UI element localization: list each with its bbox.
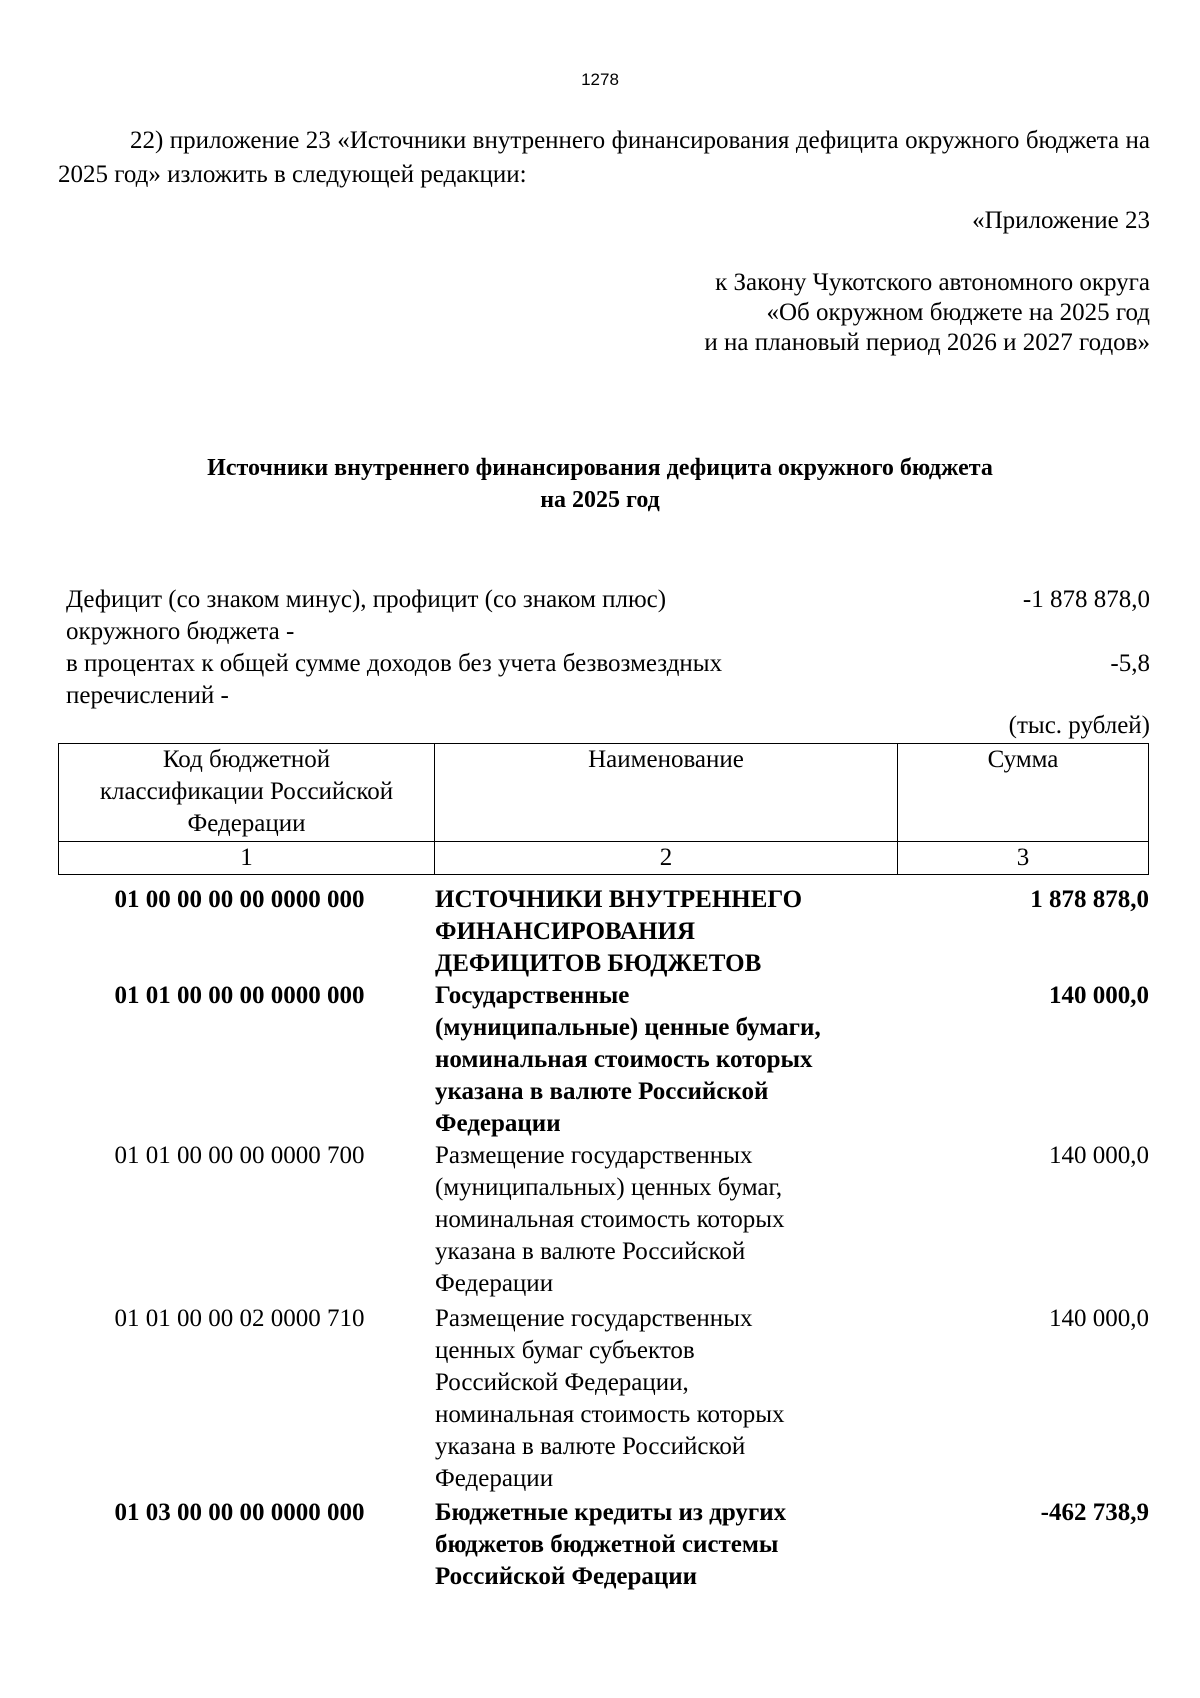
row-amount: 1 878 878,0 [1030, 886, 1149, 913]
table-header [58, 743, 1149, 875]
row-name [435, 1140, 865, 1300]
header-code-line: Федерации [187, 810, 306, 837]
unit-label: (тыс. рублей) [1008, 712, 1150, 739]
row-name-line: Государственные [435, 982, 630, 1009]
row-amount: -462 738,9 [1040, 1499, 1149, 1526]
row-name-line: ФИНАНСИРОВАНИЯ [435, 918, 696, 945]
header-code [59, 744, 435, 842]
row-name-line: Размещение государственных [435, 1305, 753, 1332]
row-name-line: Федерации [435, 1270, 554, 1297]
row-name-line: номинальная стоимость которых [435, 1046, 813, 1073]
column-number: 2 [435, 842, 898, 875]
document-title [0, 452, 1200, 516]
row-name-line: ценных бумаг субъектов [435, 1337, 695, 1364]
row-name-line: указана в валюте Российской [435, 1433, 746, 1460]
row-name-line: номинальная стоимость которых [435, 1206, 785, 1233]
summary-value: -1 878 878,0 [1022, 586, 1150, 613]
row-code: 01 01 00 00 00 0000 000 [114, 982, 365, 1009]
row-name [435, 1303, 865, 1495]
appendix-line: к Закону Чукотского автономного округа [715, 269, 1150, 296]
row-name-line: ДЕФИЦИТОВ БЮДЖЕТОВ [435, 950, 762, 977]
row-name-line: номинальная стоимость которых [435, 1401, 785, 1428]
intro-paragraph: 22) приложение 23 «Источники внутреннего финансирования дефицита окружного бюджета на 2025 год» изложить в следующей редакции: [58, 127, 1150, 188]
summary-label-line: окружного бюджета - [66, 618, 295, 645]
row-name-line: Российской Федерации [435, 1563, 698, 1590]
title-line: на 2025 год [540, 487, 660, 513]
row-name-line: Бюджетные кредиты из других [435, 1499, 787, 1526]
column-number: 1 [59, 842, 435, 875]
summary-label [66, 648, 722, 712]
header-amount: Сумма [898, 744, 1149, 842]
row-amount: 140 000,0 [1049, 1142, 1149, 1169]
title-line: Источники внутреннего финансирования дефицита окружного бюджета [207, 455, 993, 481]
row-code: 01 03 00 00 00 0000 000 [114, 1499, 365, 1526]
page-number: 1278 [581, 70, 619, 89]
row-name-line: Федерации [435, 1465, 554, 1492]
row-name-line: бюджетов бюджетной системы [435, 1531, 779, 1558]
header-code-line: классификации Российской [99, 778, 394, 805]
row-code: 01 01 00 00 02 0000 710 [114, 1305, 365, 1332]
summary-label [66, 584, 666, 648]
appendix-line: и на плановый период 2026 и 2027 годов» [704, 329, 1150, 356]
summary-value: -5,8 [1110, 650, 1150, 677]
row-amount: 140 000,0 [1049, 982, 1149, 1009]
row-name-line: Российской Федерации, [435, 1369, 689, 1396]
row-name-line: указана в валюте Российской [435, 1238, 746, 1265]
row-name-line: указана в валюте Российской [435, 1078, 769, 1105]
row-name-line: (муниципальных) ценных бумаг, [435, 1174, 783, 1201]
row-name [435, 884, 865, 980]
column-number: 3 [898, 842, 1149, 875]
appendix-label: «Приложение 23 [972, 207, 1150, 234]
appendix-line: «Об окружном бюджете на 2025 год [766, 299, 1150, 326]
row-name [435, 1497, 865, 1593]
row-code: 01 00 00 00 00 0000 000 [114, 886, 365, 913]
summary-label-line: Дефицит (со знаком минус), профицит (со знаком плюс) [66, 586, 667, 613]
header-code-line: Код бюджетной [162, 746, 331, 773]
row-name-line: ИСТОЧНИКИ ВНУТРЕННЕГО [435, 886, 803, 913]
summary-label-line: в процентах к общей сумме доходов без учета безвозмездных [66, 650, 723, 677]
row-name [435, 980, 865, 1140]
row-code: 01 01 00 00 00 0000 700 [114, 1142, 365, 1169]
summary-label-line: перечислений - [66, 682, 229, 709]
row-name-line: Федерации [435, 1110, 561, 1137]
header-name: Наименование [435, 744, 898, 842]
row-name-line: (муниципальные) ценные бумаги, [435, 1014, 821, 1041]
row-amount: 140 000,0 [1049, 1305, 1149, 1332]
row-name-line: Размещение государственных [435, 1142, 753, 1169]
